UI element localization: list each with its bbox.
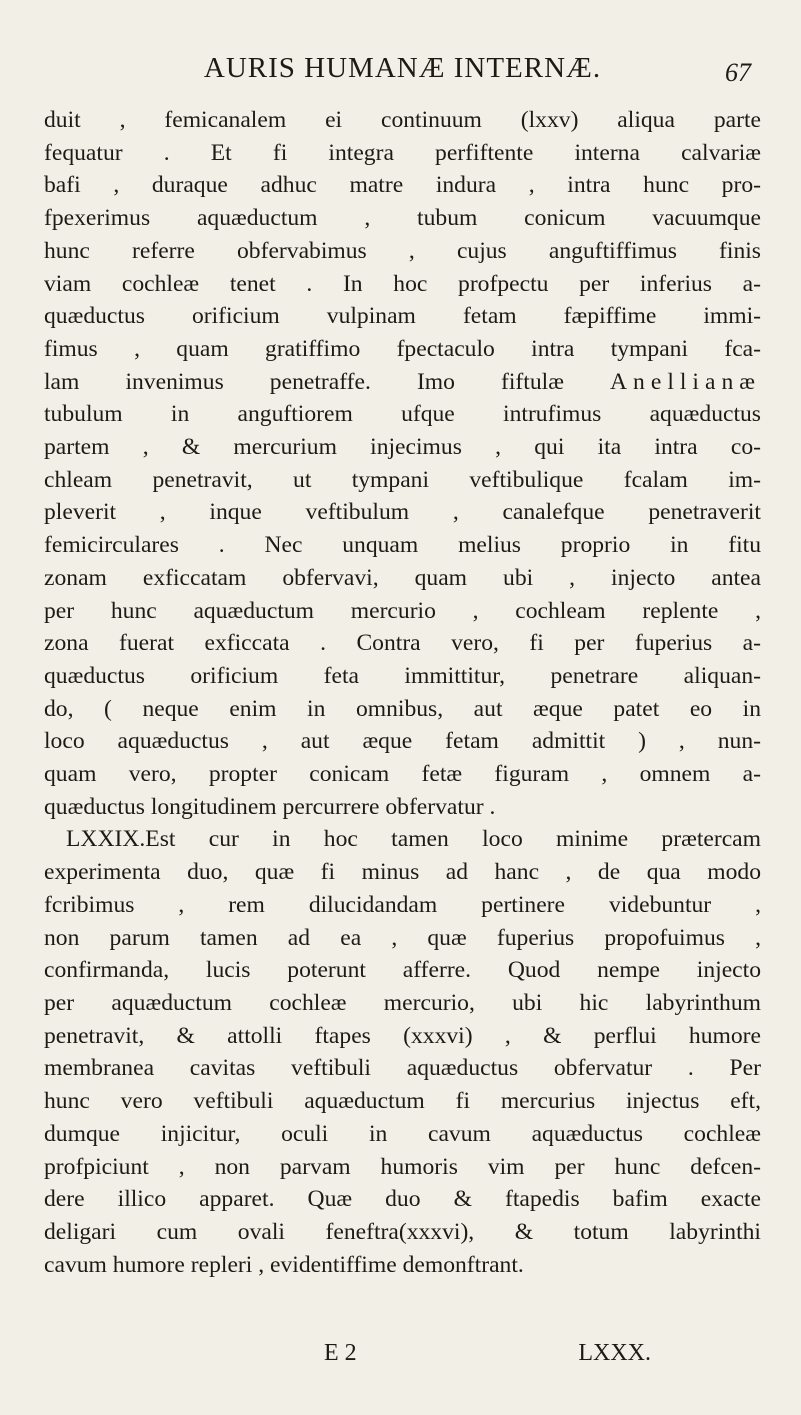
catchword: LXXX. — [578, 1340, 651, 1366]
text-line: chleam penetravit, ut tympani veftibulique fcalam im- — [44, 466, 761, 493]
text-line: per hunc aquæductum mercurio , cochleam replente , — [44, 597, 761, 624]
spaced-name-anelliana: Anellianæ — [610, 368, 761, 395]
section-heading-line: LXXIX.Est cur in hoc tamen loco minime prætercam — [66, 826, 761, 853]
text-line: deligari cum ovali feneftra(xxxvi), & totum labyrinthi — [44, 1218, 761, 1245]
text-line: fpexerimus aquæductum , tubum conicum vacuumque — [44, 205, 761, 232]
text-line: per aquæductum cochleæ mercurio, ubi hic labyrinthum — [44, 989, 761, 1016]
running-title: AURIS HUMANÆ INTERNÆ. — [203, 52, 602, 84]
text-line: tubulum in anguftiorem ufque intrufimus aquæductus — [44, 401, 761, 428]
text-line: loco aquæductus , aut æque fetam admittit ) , nun- — [44, 728, 761, 755]
text-line: fcribimus , rem dilucidandam pertinere videbuntur , — [44, 891, 761, 918]
text-line: penetravit, & attolli ftapes (xxxvi) , & perflui humore — [44, 1022, 761, 1049]
text-line: profpiciunt , non parvam humoris vim per hunc defcen- — [44, 1153, 761, 1180]
text-line: dere illico apparet. Quæ duo & ftapedis bafim exacte — [44, 1186, 761, 1213]
text-line: femicirculares . Nec unquam melius proprio in fitu — [44, 532, 761, 559]
text-line: quæductus orificium vulpinam fetam fæpiffime immi- — [44, 303, 761, 330]
text-line: confirmanda, lucis poterunt afferre. Quod nempe injecto — [44, 957, 761, 984]
page-footer — [44, 1340, 761, 1374]
text-line: dumque injicitur, oculi in cavum aquæductus cochleæ — [44, 1120, 761, 1147]
text-line: zonam exficcatam obfervavi, quam ubi , injecto antea — [44, 564, 761, 591]
text-segment: lam invenimus penetraffe. Imo fiftulæ — [44, 368, 564, 395]
text-line: quæductus longitudinem percurrere obfervatur . — [44, 793, 496, 820]
text-line: membranea cavitas veftibuli aquæductus obfervatur . Per — [44, 1055, 761, 1082]
text-line: do, ( neque enim in omnibus, aut æque patet eo in — [44, 695, 761, 722]
text-line: hunc vero veftibuli aquæductum fi mercurius injectus eft, — [44, 1088, 761, 1115]
text-line: cavum humore repleri , evidentiffime demonftrant. — [44, 1251, 524, 1278]
text-line: duit , femicanalem ei continuum (lxxv) aliqua parte — [44, 107, 761, 133]
text-line: quæductus orificium feta immittitur, penetrare aliquan- — [44, 662, 761, 689]
text-line: non parum tamen ad ea , quæ fuperius propofuimus , — [44, 924, 761, 951]
text-line: partem , & mercurium injecimus , qui ita intra co- — [44, 434, 761, 461]
text-line: fequatur . Et fi integra perfiftente interna calvariæ — [44, 139, 761, 166]
page-number: 67 — [725, 58, 751, 87]
body-text — [44, 104, 761, 1281]
text-line: viam cochleæ tenet . In hoc profpectu per inferius a- — [44, 270, 761, 297]
text-line: fimus , quam gratiffimo fpectaculo intra tympani fca- — [44, 335, 761, 362]
page-header — [44, 52, 761, 92]
text-line: quam vero, propter conicam fetæ figuram , omnem a- — [44, 761, 761, 788]
text-line: experimenta duo, quæ fi minus ad hanc , de qua modo — [44, 859, 761, 886]
text-line: zona fuerat exficcata . Contra vero, fi per fuperius a- — [44, 630, 761, 657]
text-line: bafi , duraque adhuc matre indura , intra hunc pro- — [44, 172, 761, 199]
signature-mark: E 2 — [324, 1340, 357, 1366]
text-line: pleverit , inque veftibulum , canalefque penetraverit — [44, 499, 761, 526]
text-line-with-emphasis — [44, 366, 761, 399]
text-line: hunc referre obfervabimus , cujus anguftiffimus finis — [44, 237, 761, 264]
